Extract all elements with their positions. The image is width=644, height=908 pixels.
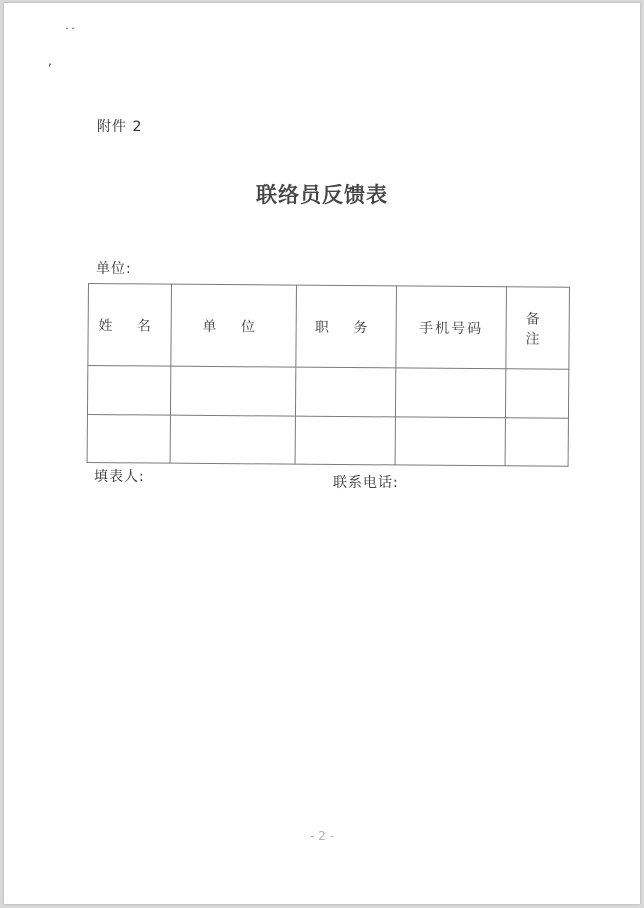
table-row [87, 366, 568, 418]
column-header-remarks: 备 注 [506, 287, 570, 370]
attachment-label: 附件 2 [97, 119, 143, 135]
filler-label: 填表人: [94, 469, 145, 485]
table-cell [505, 417, 568, 466]
table-cell [170, 366, 295, 415]
table-row [87, 414, 568, 466]
table-header-row [88, 284, 570, 370]
table-cell [87, 366, 170, 415]
table-cell [170, 415, 295, 464]
column-header-mobile: 手机号码 [396, 286, 507, 369]
column-header-name: 姓 名 [88, 284, 172, 367]
table-cell [395, 368, 505, 417]
column-header-unit: 单 位 [171, 284, 297, 367]
table-cell [87, 414, 170, 463]
unit-label: 单位: [96, 261, 132, 277]
page-number: - 2 - [310, 829, 334, 843]
scan-speck: ˙˙ [64, 26, 76, 40]
table-cell [395, 417, 505, 466]
table-cell [295, 367, 395, 416]
document-page [4, 3, 640, 904]
table-cell [505, 369, 568, 418]
column-header-position: 职 务 [296, 285, 397, 368]
feedback-table [87, 283, 569, 467]
page-title: 联络员反馈表 [256, 182, 388, 207]
contact-phone-label: 联系电话: [333, 475, 399, 491]
scan-speck: , [48, 54, 52, 68]
table-cell [295, 416, 395, 465]
